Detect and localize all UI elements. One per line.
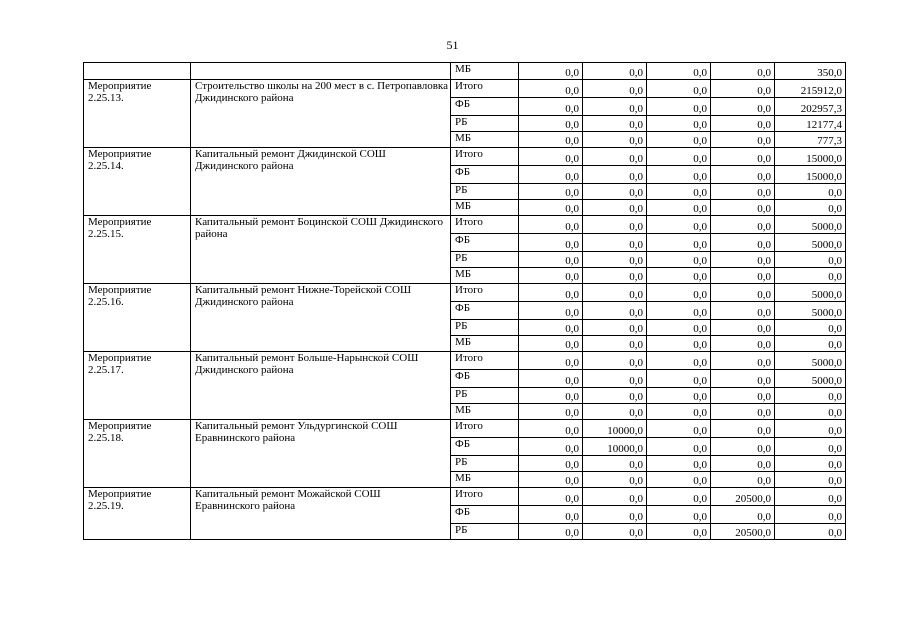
value-cell: 0,0 [775,184,846,200]
funding-source-cell: Итого [451,488,519,506]
value-cell: 0,0 [647,200,711,216]
value-cell: 0,0 [775,456,846,472]
value-cell: 0,0 [711,320,775,336]
value-cell: 0,0 [583,404,647,420]
event-id-cell: Мероприятие 2.25.18. [84,420,191,488]
value-cell: 0,0 [711,352,775,370]
value-cell: 5000,0 [775,284,846,302]
event-name-cell [191,63,451,80]
value-cell: 0,0 [711,456,775,472]
value-cell: 0,0 [647,268,711,284]
value-cell: 0,0 [519,352,583,370]
value-cell: 5000,0 [775,352,846,370]
value-cell: 0,0 [583,148,647,166]
value-cell: 0,0 [647,184,711,200]
value-cell: 215912,0 [775,80,846,98]
value-cell: 0,0 [583,116,647,132]
value-cell: 0,0 [711,252,775,268]
value-cell: 0,0 [711,472,775,488]
value-cell: 0,0 [711,184,775,200]
value-cell: 20500,0 [711,524,775,540]
event-id-cell: Мероприятие 2.25.14. [84,148,191,216]
value-cell: 5000,0 [775,216,846,234]
event-name-cell: Капитальный ремонт Больше-Нарынской СОШ Джидинского района [191,352,451,420]
value-cell: 0,0 [583,63,647,80]
event-name-cell: Капитальный ремонт Джидинской СОШ Джидинского района [191,148,451,216]
value-cell: 0,0 [583,488,647,506]
funding-source-cell: ФБ [451,98,519,116]
value-cell: 0,0 [647,132,711,148]
budget-table [83,62,846,540]
funding-source-cell: МБ [451,268,519,284]
value-cell: 0,0 [775,404,846,420]
value-cell: 0,0 [647,234,711,252]
value-cell: 0,0 [647,438,711,456]
value-cell: 0,0 [519,420,583,438]
value-cell: 0,0 [647,216,711,234]
value-cell: 0,0 [583,302,647,320]
value-cell: 0,0 [775,388,846,404]
value-cell: 0,0 [519,336,583,352]
funding-source-cell: МБ [451,472,519,488]
value-cell: 0,0 [583,370,647,388]
value-cell: 0,0 [583,524,647,540]
value-cell: 0,0 [711,200,775,216]
event-name-cell: Капитальный ремонт Боцинской СОШ Джидинского района [191,216,451,284]
value-cell: 0,0 [647,166,711,184]
funding-source-cell: МБ [451,132,519,148]
value-cell: 0,0 [519,116,583,132]
value-cell: 0,0 [711,148,775,166]
value-cell: 0,0 [711,302,775,320]
event-id-cell: Мероприятие 2.25.19. [84,488,191,540]
value-cell: 0,0 [519,404,583,420]
funding-source-cell: РБ [451,116,519,132]
funding-source-cell: ФБ [451,438,519,456]
value-cell: 0,0 [519,184,583,200]
event-id-cell: Мероприятие 2.25.17. [84,352,191,420]
value-cell: 0,0 [775,252,846,268]
value-cell: 0,0 [519,80,583,98]
event-name-cell: Капитальный ремонт Можайской СОШ Еравнинского района [191,488,451,540]
value-cell: 0,0 [647,352,711,370]
value-cell: 0,0 [647,148,711,166]
funding-source-cell: ФБ [451,370,519,388]
value-cell: 0,0 [711,132,775,148]
event-name-cell: Капитальный ремонт Ульдургинской СОШ Еравнинского района [191,420,451,488]
value-cell: 0,0 [647,472,711,488]
value-cell: 0,0 [583,336,647,352]
value-cell: 5000,0 [775,234,846,252]
value-cell: 0,0 [583,98,647,116]
funding-source-cell: РБ [451,320,519,336]
value-cell: 0,0 [519,320,583,336]
event-name-cell: Строительство школы на 200 мест в с. Петропавловка Джидинского района [191,80,451,148]
value-cell: 0,0 [583,216,647,234]
value-cell: 0,0 [519,524,583,540]
table-row [84,284,846,302]
funding-source-cell: Итого [451,216,519,234]
funding-source-cell: Итого [451,284,519,302]
value-cell: 0,0 [519,63,583,80]
value-cell: 0,0 [711,388,775,404]
table-row [84,420,846,438]
value-cell: 0,0 [711,98,775,116]
value-cell: 0,0 [647,80,711,98]
value-cell: 0,0 [711,370,775,388]
value-cell: 350,0 [775,63,846,80]
value-cell: 10000,0 [583,438,647,456]
funding-source-cell: Итого [451,420,519,438]
value-cell: 0,0 [647,98,711,116]
value-cell: 0,0 [775,506,846,524]
value-cell: 20500,0 [711,488,775,506]
value-cell: 0,0 [775,438,846,456]
table-row [84,488,846,506]
value-cell: 0,0 [583,352,647,370]
value-cell: 12177,4 [775,116,846,132]
value-cell: 0,0 [583,388,647,404]
funding-source-cell: МБ [451,336,519,352]
value-cell: 0,0 [775,268,846,284]
funding-source-cell: ФБ [451,166,519,184]
value-cell: 0,0 [583,252,647,268]
funding-source-cell: Итого [451,352,519,370]
value-cell: 0,0 [519,166,583,184]
value-cell: 0,0 [711,420,775,438]
value-cell: 0,0 [647,116,711,132]
value-cell: 0,0 [583,320,647,336]
value-cell: 0,0 [711,506,775,524]
value-cell: 0,0 [775,320,846,336]
value-cell: 0,0 [583,234,647,252]
value-cell: 0,0 [519,456,583,472]
value-cell: 5000,0 [775,302,846,320]
value-cell: 0,0 [647,488,711,506]
value-cell: 0,0 [519,388,583,404]
value-cell: 0,0 [519,284,583,302]
value-cell: 5000,0 [775,370,846,388]
value-cell: 0,0 [647,524,711,540]
funding-source-cell: МБ [451,404,519,420]
value-cell: 0,0 [583,132,647,148]
funding-source-cell: Итого [451,148,519,166]
value-cell: 0,0 [519,370,583,388]
value-cell: 0,0 [711,216,775,234]
value-cell: 0,0 [519,132,583,148]
value-cell: 0,0 [647,302,711,320]
value-cell: 0,0 [647,404,711,420]
funding-source-cell: РБ [451,184,519,200]
value-cell: 0,0 [519,438,583,456]
funding-source-cell: МБ [451,200,519,216]
value-cell: 0,0 [647,370,711,388]
value-cell: 0,0 [647,284,711,302]
value-cell: 0,0 [583,184,647,200]
value-cell: 0,0 [519,252,583,268]
value-cell: 0,0 [711,284,775,302]
funding-source-cell: РБ [451,524,519,540]
funding-source-cell: ФБ [451,302,519,320]
value-cell: 0,0 [647,506,711,524]
value-cell: 0,0 [519,148,583,166]
event-id-cell: Мероприятие 2.25.13. [84,80,191,148]
value-cell: 0,0 [775,488,846,506]
value-cell: 0,0 [519,234,583,252]
value-cell: 0,0 [647,63,711,80]
value-cell: 10000,0 [583,420,647,438]
value-cell: 0,0 [519,506,583,524]
value-cell: 15000,0 [775,166,846,184]
value-cell: 0,0 [711,268,775,284]
funding-source-cell: РБ [451,456,519,472]
table-row [84,148,846,166]
value-cell: 0,0 [775,200,846,216]
value-cell: 0,0 [519,98,583,116]
value-cell: 0,0 [519,472,583,488]
value-cell: 0,0 [775,472,846,488]
value-cell: 15000,0 [775,148,846,166]
event-id-cell: Мероприятие 2.25.16. [84,284,191,352]
value-cell: 0,0 [775,524,846,540]
value-cell: 0,0 [711,63,775,80]
value-cell: 0,0 [647,320,711,336]
value-cell: 0,0 [711,234,775,252]
table-body [84,63,846,540]
event-id-cell: Мероприятие 2.25.15. [84,216,191,284]
funding-source-cell: ФБ [451,234,519,252]
value-cell: 0,0 [711,80,775,98]
value-cell: 0,0 [711,438,775,456]
value-cell: 0,0 [583,456,647,472]
event-name-cell: Капитальный ремонт Нижне-Торейской СОШ Джидинского района [191,284,451,352]
value-cell: 0,0 [519,268,583,284]
page-number: 51 [446,38,459,52]
value-cell: 0,0 [519,302,583,320]
value-cell: 0,0 [583,268,647,284]
table-row [84,352,846,370]
value-cell: 0,0 [583,506,647,524]
funding-source-cell: РБ [451,252,519,268]
funding-source-cell: Итого [451,80,519,98]
value-cell: 0,0 [583,80,647,98]
value-cell: 0,0 [775,420,846,438]
value-cell: 0,0 [711,404,775,420]
value-cell: 0,0 [519,488,583,506]
value-cell: 0,0 [647,336,711,352]
value-cell: 0,0 [583,166,647,184]
value-cell: 0,0 [711,336,775,352]
table-row [84,63,846,80]
value-cell: 777,3 [775,132,846,148]
value-cell: 0,0 [775,336,846,352]
value-cell: 0,0 [583,472,647,488]
event-id-cell [84,63,191,80]
value-cell: 0,0 [583,200,647,216]
value-cell: 0,0 [711,166,775,184]
value-cell: 0,0 [647,456,711,472]
value-cell: 0,0 [711,116,775,132]
value-cell: 0,0 [647,388,711,404]
value-cell: 0,0 [647,420,711,438]
funding-source-cell: РБ [451,388,519,404]
value-cell: 0,0 [519,216,583,234]
funding-source-cell: ФБ [451,506,519,524]
value-cell: 202957,3 [775,98,846,116]
value-cell: 0,0 [647,252,711,268]
funding-source-cell: МБ [451,63,519,80]
table-row [84,216,846,234]
table-row [84,80,846,98]
value-cell: 0,0 [519,200,583,216]
value-cell: 0,0 [583,284,647,302]
